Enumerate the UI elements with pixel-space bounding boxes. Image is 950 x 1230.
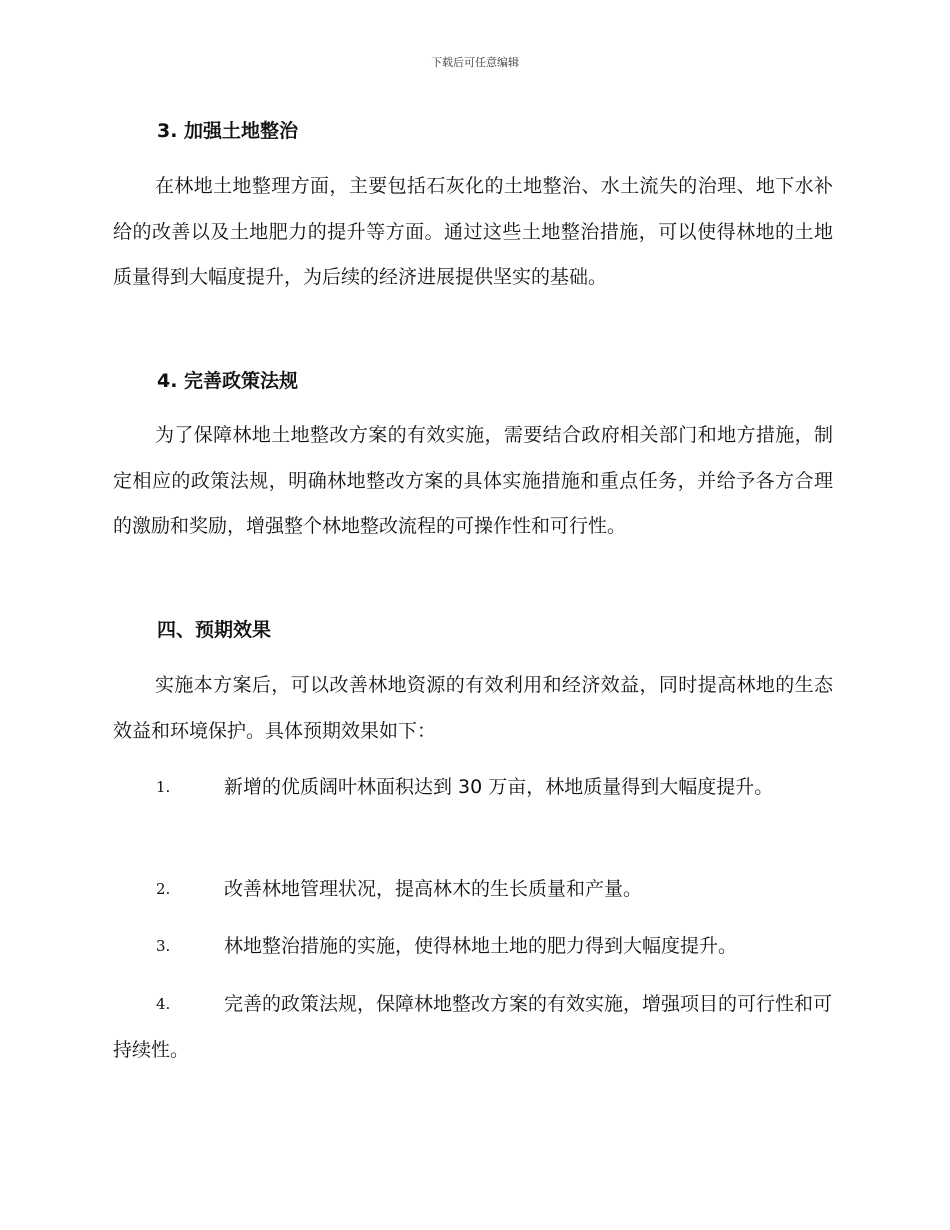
header-note: 下载后可任意编辑 — [431, 56, 519, 69]
list-item-text: 改善林地管理状况，提高林木的生长质量和产量。 — [224, 878, 643, 900]
list-item — [113, 867, 833, 913]
list-item-number: 3. — [156, 937, 171, 955]
list-item — [113, 924, 833, 970]
list-item — [113, 765, 833, 811]
list-item-text: 林地整治措施的实施，使得林地土地的肥力得到大幅度提升。 — [224, 935, 738, 957]
list-item-text: 新增的优质阔叶林面积达到 30 万亩，林地质量得到大幅度提升。 — [224, 776, 774, 798]
list-item — [113, 982, 833, 1073]
list-item-text: 完善的政策法规，保障林地整改方案的有效实施，增强项目的可行性和可持续性。 — [113, 993, 833, 1061]
list-item-number: 1. — [156, 778, 171, 796]
list-item-number: 2. — [156, 880, 171, 898]
section-heading: 四、预期效果 — [157, 619, 272, 641]
section-heading: 3. 加强土地整治 — [157, 120, 299, 142]
section-paragraph: 在林地土地整理方面，主要包括石灰化的土地整治、水土流失的治理、地下水补给的改善以及土地肥力的提升等方面。通过这些土地整治措施，可以使得林地的土地质量得到大幅度提升，为后续的经济进展提供坚实的基础。 — [113, 175, 833, 288]
list-item-number: 4. — [156, 995, 171, 1013]
section-paragraph: 实施本方案后，可以改善林地资源的有效利用和经济效益，同时提高林地的生态效益和环境保护。具体预期效果如下： — [113, 674, 833, 742]
section-paragraph: 为了保障林地土地整改方案的有效实施，需要结合政府相关部门和地方措施，制定相应的政策法规，明确林地整改方案的具体实施措施和重点任务，并给予各方合理的激励和奖励，增强整个林地整改流程的可操作性和可行性。 — [113, 424, 833, 537]
section-heading: 4. 完善政策法规 — [157, 370, 299, 392]
